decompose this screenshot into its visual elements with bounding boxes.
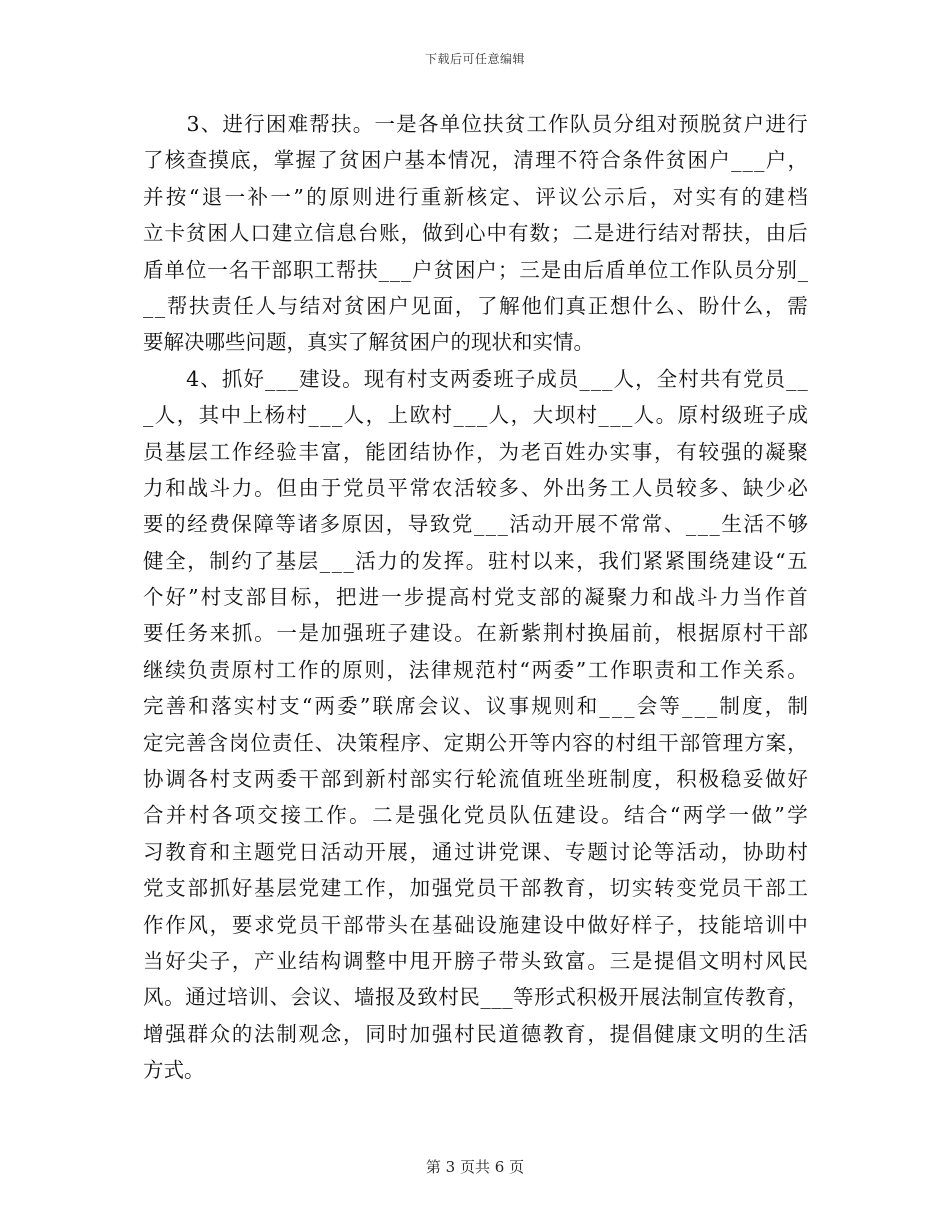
text-line: 3 、 进 行 困 难 帮 扶 。 一 是 各 单 位 扶 贫 工 作 队 员 分 组 对 预 脱 贫 户 进 行 [186, 112, 808, 136]
text-line: 4 、 抓 好 _ _ _ 建 设 。 现 有 村 支 两 委 班 子 成 员 _ _ _ 人 ， 全 村 共 有 党 员 _ _ [186, 366, 808, 391]
text-line: 增 强 群 众 的 法 制 观 念 ， 同 时 加 强 村 民 道 德 教 育 ， 提 倡 健 康 文 明 的 生 活 [143, 1021, 808, 1046]
text-line: _ _ 帮 扶 责 任 人 与 结 对 贫 困 户 见 面 ， 了 解 他 们 真 正 想 什 么 、 盼 什 么 ， 需 [143, 293, 808, 318]
text-line: 习 教 育 和 主 题 党 日 活 动 开 展 ， 通 过 讲 党 课 、 专 题 讨 论 等 活 动 ， 协 助 村 [143, 839, 808, 864]
text-line: 要 任 务 来 抓 。 一 是 加 强 班 子 建 设 。 在 新 紫 荆 村 换 届 前 ， 根 据 原 村 干 部 [143, 621, 808, 646]
text-line: 合 并 村 各 项 交 接 工 作 。 二 是 强 化 党 员 队 伍 建 设 。 结 合 “ 两 学 一 做 ” 学 [143, 803, 808, 828]
page-number: 第 3 页共 6 页 [425, 1158, 525, 1176]
text-line: 员 基 层 工 作 经 验 丰 富 ， 能 团 结 协 作 ， 为 老 百 姓 办 实 事 ， 有 较 强 的 凝 聚 [143, 439, 808, 464]
text-line: _ 人 ， 其 中 上 杨 村 _ _ _ 人 ， 上 欧 村 _ _ _ 人 ， 大 坝 村 _ _ _ 人 。 原 村 级 班 子 成 [143, 403, 808, 428]
text-line: 要解决哪些问题，真实了解贫困户的现状和实情。 [143, 330, 594, 355]
text-line: 作 作 风 ， 要 求 党 员 干 部 带 头 在 基 础 设 施 建 设 中 做 好 样 子 ， 技 能 培 训 中 [143, 912, 808, 937]
text-line: 要 的 经 费 保 障 等 诸 多 原 因 ， 导 致 党 _ _ _ 活 动 开 展 不 常 常 、 _ _ _ 生 活 不 够 [143, 512, 808, 537]
text-line: 力 和 战 斗 力 。 但 由 于 党 员 平 常 农 活 较 多 、 外 出 务 工 人 员 较 多 、 缺 少 必 [143, 475, 808, 500]
text-line: 完 善 和 落 实 村 支 “ 两 委 ” 联 席 会 议 、 议 事 规 则 和 _ _ _ 会 等 _ _ _ 制 度 ， 制 [143, 694, 808, 719]
text-line: 继 续 负 责 原 村 工 作 的 原 则 ， 法 律 规 范 村 “ 两 委 ” 工 作 职 责 和 工 作 关 系 。 [143, 657, 808, 682]
paragraph-item-4 [143, 361, 808, 1089]
text-line: 并 按 “ 退 一 补 一 ” 的 原 则 进 行 重 新 核 定 、 评 议 公 示 后 ， 对 实 有 的 建 档 [143, 184, 808, 209]
text-line: 了 核 查 摸 底 ， 掌 握 了 贫 困 户 基 本 情 况 ， 清 理 不 符 合 条 件 贫 困 户 _ _ _ 户 ， [143, 148, 808, 173]
text-line: 方式。 [143, 1058, 205, 1083]
text-line: 健 全 ， 制 约 了 基 层 _ _ _ 活 力 的 发 挥 。 驻 村 以 来 ， 我 们 紧 紧 围 绕 建 设 “ 五 [143, 548, 808, 573]
paragraph-item-3 [143, 106, 808, 361]
text-line: 定 完 善 含 岗 位 责 任 、 决 策 程 序 、 定 期 公 开 等 内 容 的 村 组 干 部 管 理 方 案 ， [143, 730, 808, 755]
text-line: 盾 单 位 一 名 干 部 职 工 帮 扶 _ _ _ 户 贫 困 户 ； 三 是 由 后 盾 单 位 工 作 队 员 分 别 _ [143, 257, 808, 282]
text-line: 个 好 ” 村 支 部 目 标 ， 把 进 一 步 提 高 村 党 支 部 的 凝 聚 力 和 战 斗 力 当 作 首 [143, 585, 808, 610]
text-line: 协 调 各 村 支 两 委 干 部 到 新 村 部 实 行 轮 流 值 班 坐 班 制 度 ， 积 极 稳 妥 做 好 [143, 767, 808, 792]
text-line: 党 支 部 抓 好 基 层 党 建 工 作 ， 加 强 党 员 干 部 教 育 ， 切 实 转 变 党 员 干 部 工 [143, 876, 808, 901]
document-body [143, 106, 808, 1089]
text-line: 立 卡 贫 困 人 口 建 立 信 息 台 账 ， 做 到 心 中 有 数 ； 二 是 进 行 结 对 帮 扶 ， 由 后 [143, 221, 808, 246]
text-line: 当 好 尖 子 ， 产 业 结 构 调 整 中 甩 开 膀 子 带 头 致 富 。 三 是 提 倡 文 明 村 风 民 [143, 948, 808, 973]
text-line: 风 。 通 过 培 训 、 会 议 、 墙 报 及 致 村 民 _ _ _ 等 形 式 积 极 开 展 法 制 宣 传 教 育 ， [143, 985, 808, 1010]
page-header: 下载后可任意编辑 [424, 52, 525, 66]
